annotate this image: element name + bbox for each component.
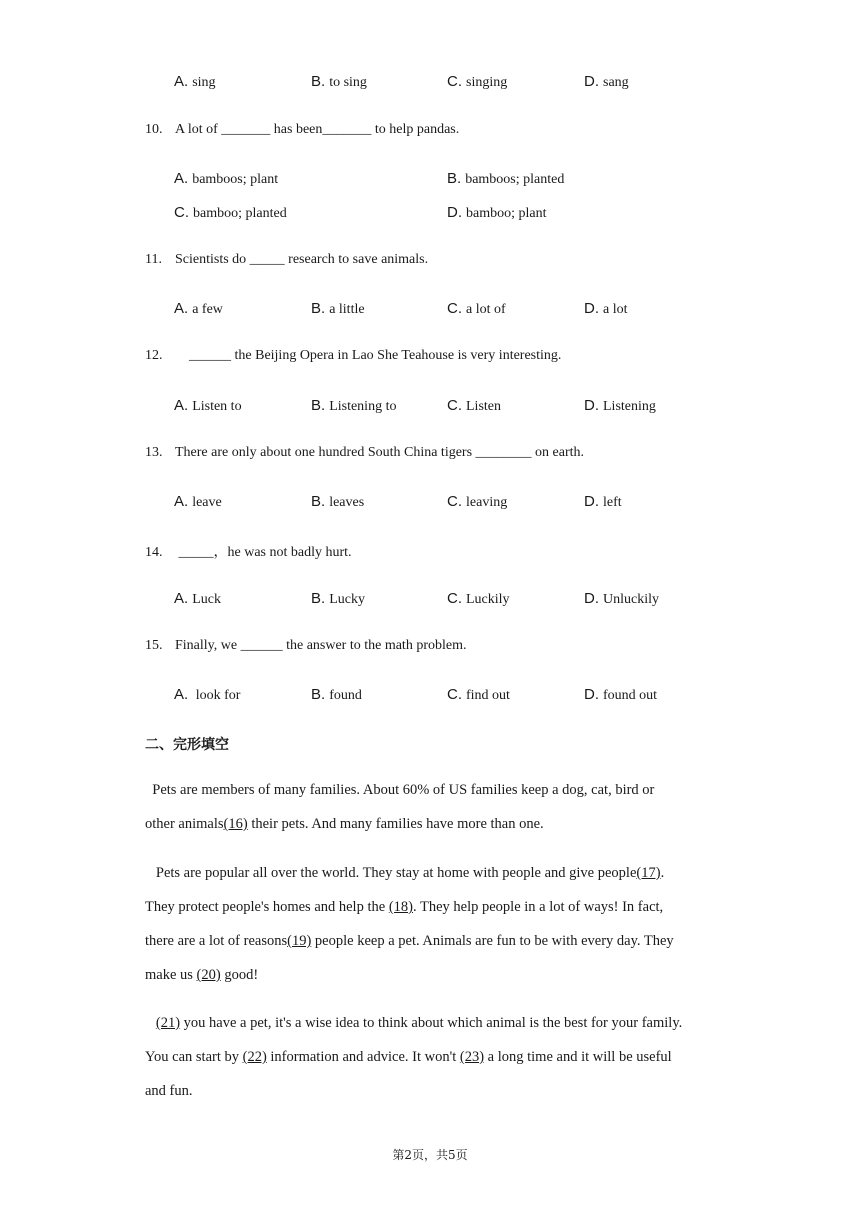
option-c[interactable]: C. find out xyxy=(447,686,510,703)
option-a[interactable]: A. Listen to xyxy=(174,397,242,414)
question-stem: _____，he was not badly hurt. xyxy=(175,545,352,560)
option-a[interactable]: A. look for xyxy=(174,686,241,703)
question-number: 12. xyxy=(145,348,163,363)
option-d[interactable]: D. sang xyxy=(584,73,629,90)
section-heading-cloze: 二、完形填空 xyxy=(145,737,229,753)
blank-19[interactable]: (19) xyxy=(287,933,312,949)
option-c[interactable]: C. a lot of xyxy=(447,300,506,317)
option-d[interactable]: D. bamboo; plant xyxy=(447,204,547,221)
option-c[interactable]: C. Listen xyxy=(447,397,501,414)
q10-options-row1 xyxy=(174,170,734,192)
passage-line: Pets are popular all over the world. They stay at home with people and give people(17). xyxy=(145,865,665,881)
option-b[interactable]: B. leaves xyxy=(311,493,365,510)
blank-18[interactable]: (18) xyxy=(388,899,413,915)
q9-options xyxy=(174,73,734,95)
blank-17[interactable]: (17) xyxy=(636,865,661,881)
q10-options-row2 xyxy=(174,204,734,226)
option-d[interactable]: D. a lot xyxy=(584,300,628,317)
option-a[interactable]: A. sing xyxy=(174,73,216,90)
question-number: 15. xyxy=(145,638,163,653)
option-a[interactable]: A. Luck xyxy=(174,590,221,607)
passage-line: (21) you have a pet, it's a wise idea to think about which animal is the best for your family. xyxy=(155,1015,683,1031)
option-b[interactable]: B. found xyxy=(311,686,362,703)
blank-23[interactable]: (23) xyxy=(459,1049,485,1065)
passage-line: Pets are members of many families. About 60% of US families keep a dog, cat, bird or xyxy=(145,782,655,798)
passage-line: other animals(16) their pets. And many families have more than one. xyxy=(145,816,544,832)
question-10 xyxy=(145,122,459,142)
question-stem: Finally, we ______ the answer to the math problem. xyxy=(175,638,467,653)
question-number: 13. xyxy=(145,445,163,460)
q13-options xyxy=(174,493,734,515)
blank-16[interactable]: (16) xyxy=(223,816,248,832)
question-12 xyxy=(145,348,561,368)
blank-20[interactable]: (20) xyxy=(196,967,221,983)
question-number: 10. xyxy=(145,122,163,137)
option-b[interactable]: B. Lucky xyxy=(311,590,365,607)
option-a[interactable]: A. bamboos; plant xyxy=(174,170,279,187)
question-15 xyxy=(145,638,466,658)
question-stem: Scientists do _____ research to save animals. xyxy=(175,252,429,267)
question-stem: A lot of _______ has been_______ to help pandas. xyxy=(175,122,460,137)
option-b[interactable]: B. Listening to xyxy=(311,397,397,414)
option-c[interactable]: C. leaving xyxy=(447,493,508,510)
option-a[interactable]: A. a few xyxy=(174,300,223,317)
option-b[interactable]: B. bamboos; planted xyxy=(447,170,565,187)
question-stem: There are only about one hundred South China tigers ________ on earth. xyxy=(175,445,585,460)
option-a[interactable]: A. leave xyxy=(174,493,222,510)
page-footer: 第2页，共5页 xyxy=(392,1148,468,1162)
q14-options xyxy=(174,590,734,612)
passage-line: and fun. xyxy=(145,1083,193,1099)
question-stem: ______ the Beijing Opera in Lao She Teahouse is very interesting. xyxy=(175,348,562,363)
option-d[interactable]: D. Listening xyxy=(584,397,656,414)
question-number: 11. xyxy=(145,252,162,267)
option-b[interactable]: B. to sing xyxy=(311,73,367,90)
passage-line: make us (20) good! xyxy=(145,967,259,983)
q12-options xyxy=(174,397,734,419)
passage-line: They protect people's homes and help the (18). They help people in a lot of ways! In fact, xyxy=(145,899,664,915)
passage-line: there are a lot of reasons(19) people keep a pet. Animals are fun to be with every day. They xyxy=(145,933,674,949)
q15-options xyxy=(174,686,734,708)
question-number: 14. xyxy=(145,545,163,560)
option-c[interactable]: C. Luckily xyxy=(447,590,510,607)
option-d[interactable]: D. found out xyxy=(584,686,658,703)
option-d[interactable]: D. Unluckily xyxy=(584,590,659,607)
option-c[interactable]: C. singing xyxy=(447,73,508,90)
blank-21[interactable]: (21) xyxy=(155,1015,181,1031)
blank-22[interactable]: (22) xyxy=(242,1049,267,1065)
option-c[interactable]: C. bamboo; planted xyxy=(174,204,287,221)
question-14 xyxy=(145,541,352,561)
option-d[interactable]: D. left xyxy=(584,493,622,510)
q11-options xyxy=(174,300,734,322)
question-13 xyxy=(145,445,584,465)
option-b[interactable]: B. a little xyxy=(311,300,365,317)
passage-line: You can start by (22) information and advice. It won't (23) a long time and it will be useful xyxy=(145,1049,672,1065)
question-11 xyxy=(145,252,428,272)
